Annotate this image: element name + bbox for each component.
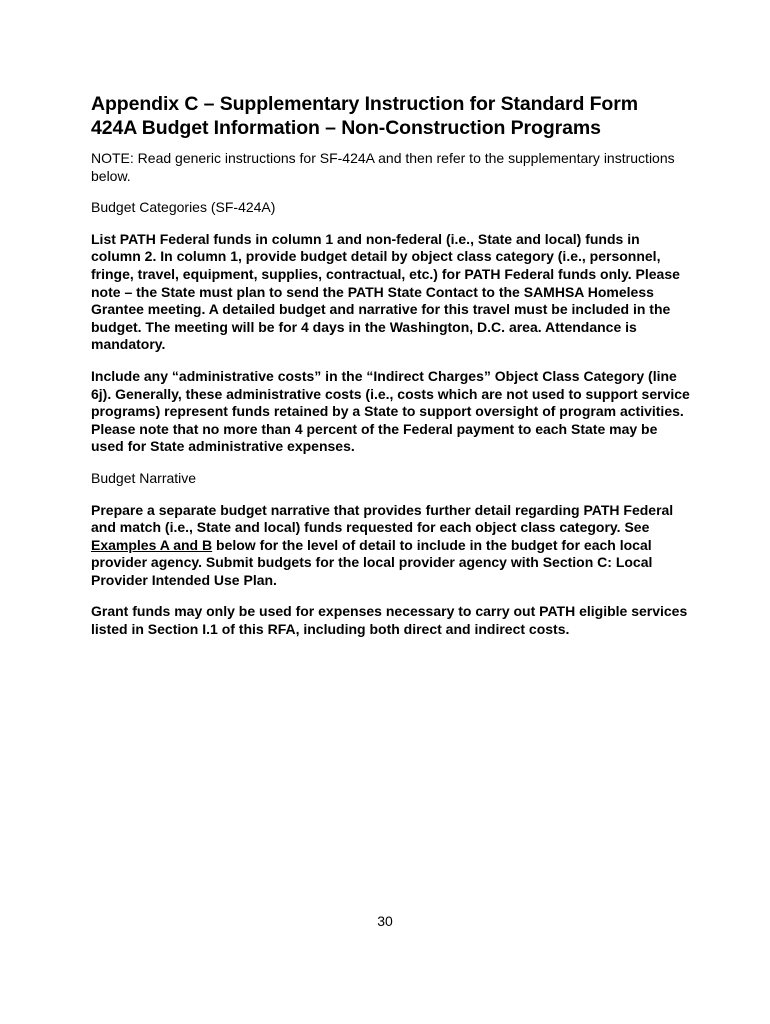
budget-categories-heading: Budget Categories (SF-424A) <box>91 199 276 216</box>
document-page <box>91 92 691 653</box>
budget-categories-paragraph-2: Include any “administrative costs” in the “Indirect Charges” Object Class Category (line 6j). Generally, these administrative costs (i.e., costs which are not used to support service programs) represent funds retained by a State to support oversight of program activities. Please note that no more than 4 percent of the Federal payment to each State may be used for State administrative expenses. <box>91 367 690 455</box>
budget-narrative-paragraph <box>91 502 691 590</box>
budget-narrative-heading: Budget Narrative <box>91 469 197 486</box>
budget-categories-paragraph-1: List PATH Federal funds in column 1 and non-federal (i.e., State and local) funds in column 2. In column 1, provide budget detail by object class category (i.e., personnel, fringe, travel, equipment, supplies, contractual, etc.) for PATH Federal funds only. Please note – the State must plan to send the PATH State Contact to the SAMHSA Homeless Grantee meeting. A detailed budget and narrative for this travel must be included in the budget. The meeting will be for 4 days in the Washington, D.C. area. Attendance is mandatory. <box>91 230 680 353</box>
budget-narrative-text-after: below for the level of detail to include in the budget for each local provider agency. Submit budgets for the local provider agency with Section C: Local Provider Intended Use Plan. <box>91 536 653 588</box>
page-number: 30 <box>377 913 393 929</box>
page-title <box>91 92 691 140</box>
page-title-line2: 424A Budget Information – Non-Construction Programs <box>91 117 601 139</box>
page-title-line1: Appendix C – Supplementary Instruction for Standard Form <box>91 93 638 115</box>
grant-funds-paragraph: Grant funds may only be used for expenses necessary to carry out PATH eligible services listed in Section I.1 of this RFA, including both direct and indirect costs. <box>91 603 688 638</box>
note-paragraph: NOTE: Read generic instructions for SF-424A and then refer to the supplementary instructions below. <box>91 150 675 184</box>
examples-reference: Examples A and B <box>91 536 213 553</box>
budget-narrative-text-before: Prepare a separate budget narrative that provides further detail regarding PATH Federal and match (i.e., State and local) funds requested for each object class category. See <box>91 501 674 536</box>
